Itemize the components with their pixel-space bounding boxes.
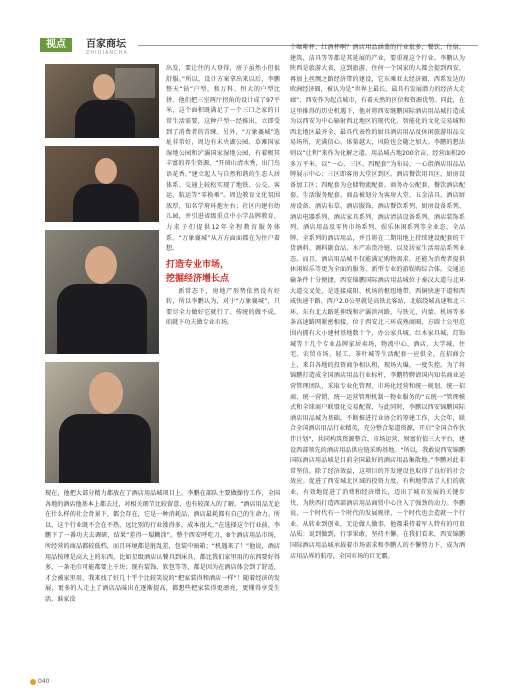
page-footer xyxy=(30,678,49,685)
photo-portrait-2 xyxy=(45,146,159,222)
right-paragraph: 个咖啡杯、红酒杯啊？酒店用品涵盖的行业很多，餐饮、住宿、建筑、洁具等等都是其延展的产业，要重视这个行业。李鹏认为陕西是旅游大省，这到旅游，住何一个国家的人都会提到西安，再加上丝绸之路经济带的建设，它东乘亚太经济圈，西系发达的欧洲经济圈，被认为是“世界上最长、最具有发展潜力的经济大走廊”，西安作为起点城市，有着天然的区位和资源优势。同此，在这里推得的历史机遇下，他对将西安继鹏国际酒店用品城打造成为以西安为中心辐射西北地区的现代化、智能化的文化交易城和西北地区最齐全、最具代表性的厨具酒店用品及休闲旅游用品交易场所，充满信心。体量越大，风险也会随之加大。李鹏的想法则以“让利”来作为化解之道。用品城占地200余亩，经营面积20多万平米，以“一心、三区、四配套”为布局，一心指酒店用品品牌展示中心；三区即客房大堂区到区、酒店餐饮用具区、厨房设备加工区；四配套为仓储物流配套、商务办公配套、餐饮酒店配套、生活服务配套。商品被划分为客房大堂、五金洁具、酒店厨房设备、酒店布草、酒店服饰、酒店餐饮系列、厨房设备系列、酒店电器系列、酒店家具系列、酒店清洁设备系列、酒店装饰系列、酒店用品及零售市场系列、娱乐休闲系列等全业态、全品牌、全系列的酒店用品，并且将在二期用地上持续建设配套的干货酒料、调料副食品、水产冻货冷链，以及居家生活用品系列业态。而且，酒店用品城不仅能满足购物需求，还能为消费者提供休闲娱乐等更为全面的服务，新型专业的游娱购综合体。交通运输条件十分便捷，西安锦鹏国际酒店用品城位于秦汉大道与北环大道交叉处，是连接咸阳、机场的枢纽地带，西铜快速干道和西咸快速干路、西户2.0公里就是高铁北客站，北临绕城高速和北三环，东有北大路延伸线和浐灞滨河路，与铁元、内蒙、机场等多条高速路网紧密相接。位于西安北三环成熟商圈，方圆十公里范围内拥有大小建材基地数十个，办公家具城、红木家具城、灯饰城等十几个专业品牌家居卖场，物流中心、酒店、大学城、住宅、农贸市场、轻工、茶叶城等生活配套一应俱全，在招商会上，来自各地的投资商争相认租，现场火爆，一度失控。为了将锦鹏打造成全国酒店用品行业标杆，李鹏特聘请国内知名商业运营管理团队，采取专业化管理、市场化经营和统一规划、统一招商、统一营销、统一运营管理机制一物业服务的“五统一”管理模式和全球商户联盟化交易配置，与此同时，李鹏以西安锦鹏国际酒店用品城为基础，不断推进行业协会的筹建工作，大会年，联合全国酒店用品行业精英，充分整合渠道资源，开启“全国合作伙伴计划”，共同构筑资源整合、市场运营、财富价值三大平台，建设西部领先的酒店用品供应链采购基地。“所以，我敢说西安锦鹏国际酒店用品城是目前全国最好的酒店用品集散地。”李鹏对此非常坚信。除了经济效益，这项目的开发建设也取得了良好的社会效应。促进了西安城北区域的投资力度，有利地带活了人们的就业，有效地促进了消费和经济增长，迈出了城市发展的关键步伐，为陕西打造西部酒店用品商贸中心注入了强劲的动力。李鹏说，一个时代有一个时代的发展规律，一个时代也会造就一个行业。从转业到创业，无论做人做事，他都秉持着军人特有的可贵品质：说到做到，行事果敢，坚持不懈。在我们看来，西安锦鹏国际酒店用品城承载着市场需求和李鹏人的不懈努力下，成为酒店用品界的航母，全国市场的巨无霸。 xyxy=(290,44,465,560)
left-paragraph: 出发，要让住的人登得，房子虽然小但很舒服。”所以，设计方案拿出来以后，李鹏整天“钻”户型，和万科、恒大的户型比拼。他们把三室两厅拐角的设计成了97平米，这个面积既满足了一个三口之家的日常生活需要，这种户型一经推出，立即受到了消费者的青睐。另外，“万象襄城”选址非常好，周边有未央湖公园、草滩国家湿地公园和浐灞国家湿地公园，有着极其丰富的养生资源，“开窗山清水秀，出门鸟语花香。”建立起人与自然和谐的生态人居体系。交通上较松实现了地铁、公交、客运、航运等“零换乘”。周边教育文化氛围浓厚，知名学府环抱左右；社区内建有幼儿园，并引进省级重点中小学品牌教育，力求子们提供12年全程教育服务体系。“万象襄城”从方方面面都在为住户着想。 xyxy=(166,65,280,253)
section-heading-2: 挖掘经济增长点 xyxy=(166,273,230,284)
left-paragraph-2: 新常态下，房地产形势依然没有好转，所以李鹏认为，对于“万象襄城”，只要尽全力做好它就行了。传统的做不成，咱就下功夫做专业市场。 xyxy=(166,287,280,327)
section-heading-1: 打造专业市场， xyxy=(166,259,230,270)
section-subtitle: ZHIDIANCHA xyxy=(86,50,128,56)
photo-portrait-3 xyxy=(45,230,159,354)
page-number: 040 xyxy=(38,678,50,685)
section-tag: 视点 xyxy=(40,38,72,52)
photo-portrait-1 xyxy=(45,64,159,138)
photo-portrait-4 xyxy=(45,362,159,483)
section-title: 百家商坛 xyxy=(86,39,126,50)
bottom-text xyxy=(45,489,280,606)
page-dot-icon xyxy=(30,679,36,685)
right-column xyxy=(290,43,465,562)
left-column xyxy=(166,64,280,329)
bottom-paragraph: 现在，他把大部分精力都放在了酒店用品城项目上。李鹏在部队主要做操待工作，全国各地的酒店他基本上都去过，对相关细节比较留意，也有较深入的了解。“酒店用品无论在什么样的社会背景下，都会存在，它是一种消耗品，酒店最耗都有自己的生命力。所以，这个行业既不会在不热，远比别的行业涨得多，成本很大。”在选择这个行业前，李鹏下了一番功夫去调研，结果“差得一塌糊涂”。整个西安呼吃刀，8个酒店用品市场，所经营的商品都较低档，而且环境都是脏乱差，包装中暗箱；“机遇来了！”他说，酒店用品按理是高大上的东西，比如星级酒店认餐具到床具，都比我们家里用的东西要好得多，一条毛巾可能都要上千块；现有装饰、软包等等，都是因为在酒店体会到了舒适，才会被家里用，我来找了好几十乎个比较笑说的“把家装得和酒店一样”！随着经济的发展，更多的人走上了酒店品味出在逐渐提高，都想些把家装得更漂亮，更懂得享受生活，谁家没 xyxy=(45,490,280,603)
